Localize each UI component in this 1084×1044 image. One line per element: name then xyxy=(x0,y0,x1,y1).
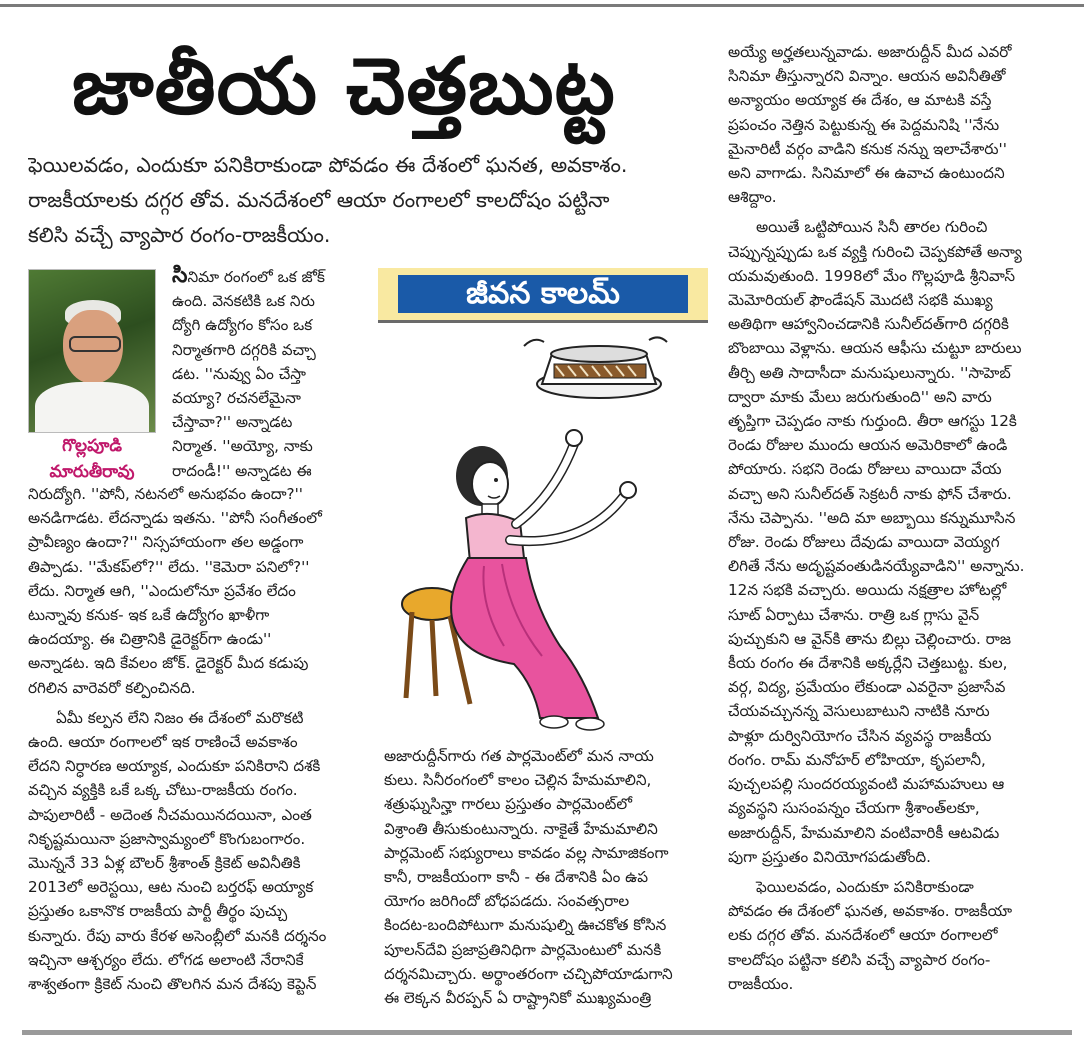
author-photo xyxy=(28,269,156,433)
column-2 xyxy=(384,744,702,1010)
column-3 xyxy=(728,40,1078,996)
woman-figure xyxy=(451,430,636,730)
text-line: ఉందయ్యా. ఈ చిత్రానికి డైరెక్టర్‌గా ఉండు'' xyxy=(28,630,272,649)
text-line: ఉంది. వెనకటికి ఒక నిరు xyxy=(172,292,315,311)
text-line: వర్గ, విద్య, ప్రమేయం లేకుండా ఎవరైనా ప్రజాసేవ xyxy=(728,678,1006,697)
basket-icon xyxy=(524,337,667,398)
text-line: అజారుద్దీన్, హేమమాలిని వంటివారికీ ఆటవిడు xyxy=(728,823,1000,842)
author-last-name: మారుతీరావు xyxy=(49,462,135,482)
text-line: ద్యోగి ఉద్యోగం కోసం ఒక xyxy=(172,316,313,335)
column-1-wrap xyxy=(172,264,354,483)
text-line: పార్లమెంట్ సభ్యురాలు కావడం వల్ల సామాజికంగా xyxy=(384,843,669,862)
cartoon-illustration xyxy=(384,326,704,736)
text-line: మైనారిటీ వర్గం వాడిని కనుక నన్ను ఇలాచేశారు'' xyxy=(728,139,1007,158)
top-rule xyxy=(0,4,1084,7)
text-line: అయితే ఒట్టిపోయిన సినీ తారల గురించి xyxy=(756,218,988,237)
text-line: రాజకీయం. xyxy=(728,974,794,993)
text-line: యోగం జరిగిందో బోధపడదు. సంవత్సరాల xyxy=(384,892,630,911)
text-line: కాలదోషం పట్టినా కలిసి వచ్చే వ్యాపార రంగం- xyxy=(728,950,991,969)
text-line: మొన్ననే 33 ఏళ్ల బౌలర్ శ్రీశాంత్ క్రికెట్ అవినీతికి xyxy=(28,854,301,873)
text-line: అన్యాయం అయ్యాక ఈ దేశం, ఆ మాటకి వస్తే xyxy=(728,91,992,110)
text-line: శాశ్వతంగా క్రికెట్ నుంచి తొలగిన మన దేశపు కెప్టెన్ xyxy=(28,975,317,994)
text-line: అనడిగాడట. లేదన్నాడు ఇతను. ''పోనీ సంగీతంలో xyxy=(28,509,322,528)
deck-line: కలిసి వచ్చే వ్యాపార రంగం-రాజకీయం. xyxy=(28,223,331,247)
text-line: లేదని నిర్ధారణ అయ్యాక, ఎందుకూ పనికిరాని దశకి xyxy=(28,757,321,776)
deck-line: రాజకీయాలకు దగ్గర తోవ. మనదేశంలో ఆయా రంగాలలో కాలదోషం పట్టినా xyxy=(28,188,610,212)
text-line: పుచ్చలపల్లి సుందరయ్యవంటి మహామహులు ఆ xyxy=(728,775,1005,794)
text-line: తీర్చి అతి సాదాసీదా మనుషులున్నారు. ''సాహెబ్ xyxy=(728,363,1011,382)
text-line: ఈ లెక్కన వీరప్పన్ ఏ రాష్ట్రానికో ముఖ్యమంత్రి xyxy=(384,989,652,1008)
author-first-name: గొల్లపూడి xyxy=(62,436,122,456)
text-line: రగిలిన వారెవరో కల్పించినది. xyxy=(28,678,196,697)
text-line: బొంబాయి వెళ్లాను. ఆయన ఆఫీసు చుట్టూ బారులు xyxy=(728,339,1022,358)
author-byline xyxy=(28,433,156,485)
text-line: రంగం. రామ్ మనోహర్ లోహియా, కృపలానీ, xyxy=(728,750,986,769)
text-line: చెప్పున్నప్పుడు ఒక వ్యక్తి గురించి చెప్పకపోతే అన్యా xyxy=(728,242,1022,261)
column-1 xyxy=(28,482,353,996)
text-line: నిరుద్యోగి. ''పోనీ, నటనలో అనుభవం ఉందా?'' xyxy=(28,485,303,503)
text-line: ప్రపంచం నెత్తిన పెట్టుకున్న ఈ పెద్దమనిషి ''నేను xyxy=(728,115,1000,134)
text-line: వ్యవస్థని సుసంపన్నం చేయగా శ్రీశాంత్‌లకూ, xyxy=(728,799,980,818)
text-line: నిర్మాత. ''అయ్యో, నాకు xyxy=(172,437,313,456)
text-line: అతిథిగా ఆహ్వానించడానికి సునీల్‌దత్‌గారి దగ్గరికి xyxy=(728,315,1009,334)
column-banner xyxy=(378,268,708,323)
text-line: కిందట-బందిపోటుగా మనుషుల్ని ఊచకోత కోసిన xyxy=(384,916,667,935)
text-line: పుచ్చుకుని ఆ వైన్‌కి తాను బిల్లు చెల్లించారు. రాజ xyxy=(728,629,1011,648)
text-line: వచ్చిన వ్యక్తికి ఒకే ఒక్క చోటు-రాజకీయ రంగం. xyxy=(28,781,298,800)
text-line: ఉంది. ఆయా రంగాలలో ఇక రాణించే అవకాశం xyxy=(28,733,298,752)
text-line: తిప్పాడు. ''మేకప్‌లో?'' లేదు. ''కెమెరా పనిలో?'' xyxy=(28,557,310,576)
text-line: విశ్రాంతి తీసుకుంటున్నారు. నాకైతే హేమమాలిని xyxy=(384,819,658,838)
text-line: ఆశిద్దాం. xyxy=(728,188,777,207)
text-line: ఇచ్చినా ఆశ్చర్యం లేదు. లోగడ అలాంటి నేరానికే xyxy=(28,950,304,969)
text-line: అజారుద్దీన్‌గారు గత పార్లమెంట్‌లో మన నాయ xyxy=(384,747,654,765)
text-line: మెమోరియల్ ఫౌండేషన్ మొదటి సభకి ముఖ్య xyxy=(728,291,993,310)
text-line: కులు. సినీరంగంలో కాలం చెల్లిన హేమమాలిని, xyxy=(384,771,652,790)
text-line: 12న సభకి వచ్చారు. అయిదు నక్షత్రాల హోటల్లో xyxy=(728,581,1007,600)
text-line: పాళ్లూ దుర్వినియోగం చేసిన వ్యవస్థ రాజకీయ xyxy=(728,726,992,745)
text-line: ద్వారా మాకు మేలు జరుగుతుంది'' అని వారు xyxy=(728,387,992,406)
text-line: వచ్చా అని సునీల్‌దత్ సెక్రటరీ నాకు ఫోన్ చేశారు. xyxy=(728,484,1012,503)
text-line: వయ్యా? రచనలేమైనా xyxy=(172,389,301,408)
text-line: టున్నావు కనుక- ఇక ఒకే ఉద్యోగం ఖాళీగా xyxy=(28,606,270,625)
text-line: కీయ రంగం ఈ దేశానికి అక్కర్లేని చెత్తబుట్ట. కుల, xyxy=(728,654,1008,673)
text-line: లకు దగ్గర తోవ. మనదేశంలో ఆయా రంగాలలో xyxy=(728,926,998,945)
text-line: సూట్ ఏర్పాటు చేశాను. రాత్రి ఒక గ్లాసు వైన్ xyxy=(728,605,980,624)
text-line: ఫెయిలవడం, ఎందుకూ పనికిరాకుండా xyxy=(756,877,974,896)
text-line: పూలన్‌దేవి ప్రజాప్రతినిధిగా పార్లమెంటులో మనకి xyxy=(384,940,662,959)
deck xyxy=(28,148,718,253)
text-line: నేను చెప్పాను. ''అది మా అబ్బాయి కన్నుమూసిన xyxy=(728,508,1016,527)
text-line: నిర్మాతగారి దగ్గరికి వచ్చా xyxy=(172,340,316,359)
text-line: తృప్తిగా చెప్పడం నాకు గుర్తుంది. తీరా ఆగస్టు 12కి xyxy=(728,412,1017,431)
text-line: ప్రావీణ్యం ఉందా?'' నిస్సహాయంగా తల అడ్డంగా xyxy=(28,533,304,552)
text-line: దర్శనమిచ్చారు. అర్థాంతరంగా చచ్చిపోయాడుగాని xyxy=(384,964,673,983)
text-line: పోవడం ఈ దేశంలో ఘనత, అవకాశం. రాజకీయా xyxy=(728,902,1013,921)
text-line: సినిమా తీస్తున్నారని విన్నాం. ఆయన అవినీతితో xyxy=(728,67,1006,86)
text-line: సినిమా రంగంలో ఒక జోక్ xyxy=(172,264,325,288)
drop-cap: సి xyxy=(172,264,188,288)
text-line: అయ్యే అర్హతలున్నవాడు. అజారుద్దీన్ మీద ఎవరో xyxy=(728,43,1012,61)
deck-line: ఫెయిలవడం, ఎందుకూ పనికిరాకుండా పోవడం ఈ దేశంలో ఘనత, అవకాశం. xyxy=(28,153,628,177)
text-line: లిగితే నేను అదృష్టవంతుడినయ్యేవాడిని'' అన్నాను. xyxy=(728,557,1025,576)
text-line: ఏమీ కల్పన లేని నిజం ఈ దేశంలో మరొకటి xyxy=(56,708,304,727)
text-line: కున్నారు. రేపు వారు కేరళ అసెంబ్లీలో మనకి దర్శనం xyxy=(28,926,327,945)
text-line: పోయారు. సభని రెండు రోజులు వాయిదా వేయ xyxy=(728,460,1002,479)
text-line: ప్రస్తుతం ఒకానొక రాజకీయ పార్టీ తీర్థం పుచ్చు xyxy=(28,902,288,921)
text-line: డట. ''నువ్వు ఏం చేస్తా xyxy=(172,364,306,383)
text-line: పాపులారిటీ - అదెంత నీచమయినదయినా, ఎంత xyxy=(28,805,312,824)
text-line: 2013లో అరెస్టయి, ఆట నుంచి బర్తరఫ్ అయ్యాక xyxy=(28,878,314,897)
text-line: చేయవచ్చునన్న వెసులుబాటుని నాటికి నూరు xyxy=(728,702,990,721)
text-line: పుగా ప్రస్తుతం వినియోగపడుతోంది. xyxy=(728,847,931,866)
text-line: కానీ, రాజకీయంగా కానీ - ఈ దేశానికి ఏం ఉప xyxy=(384,868,649,887)
text-line: లేదు. నిర్మాత ఆగి, ''ఎందులోనూ ప్రవేశం లేదం xyxy=(28,581,296,600)
text-line: నికృష్టమయినా ప్రజాస్వామ్యంలో కొంగుబంగారం. xyxy=(28,829,306,848)
column-banner-title: జీవన కాలమ్ xyxy=(398,275,688,313)
headline: జాతీయ చెత్తబుట్ట xyxy=(72,42,616,132)
text-line: అన్నాడట. ఇది కేవలం జోక్. డైరెక్టర్ మీద కడుపు xyxy=(28,654,309,673)
text-line: రెండు రోజుల ముందు ఆయన అమెరికాలో ఉండి xyxy=(728,436,1008,455)
text-line: యమవుతుంది. 1998లో మేం గొల్లపూడి శ్రీనివాస్ xyxy=(728,266,1016,285)
text-line: రోజు. రెండు రోజులు దేవుడు వాయిదా వెయ్యగ xyxy=(728,533,1000,552)
text-line: అని వాగాడు. సినిమాలో ఈ ఉవాచ ఉంటుందని xyxy=(728,164,1005,183)
text-line: శత్రుఘ్నసిన్హా గారలు ప్రస్తుతం పార్లమెంట్‌లో xyxy=(384,795,633,814)
text-line: రాదండీ!'' అన్నాడట ఈ xyxy=(172,461,312,480)
text-line: చేస్తావా?'' అన్నాడట xyxy=(172,413,293,432)
bottom-rule xyxy=(22,1030,1072,1035)
